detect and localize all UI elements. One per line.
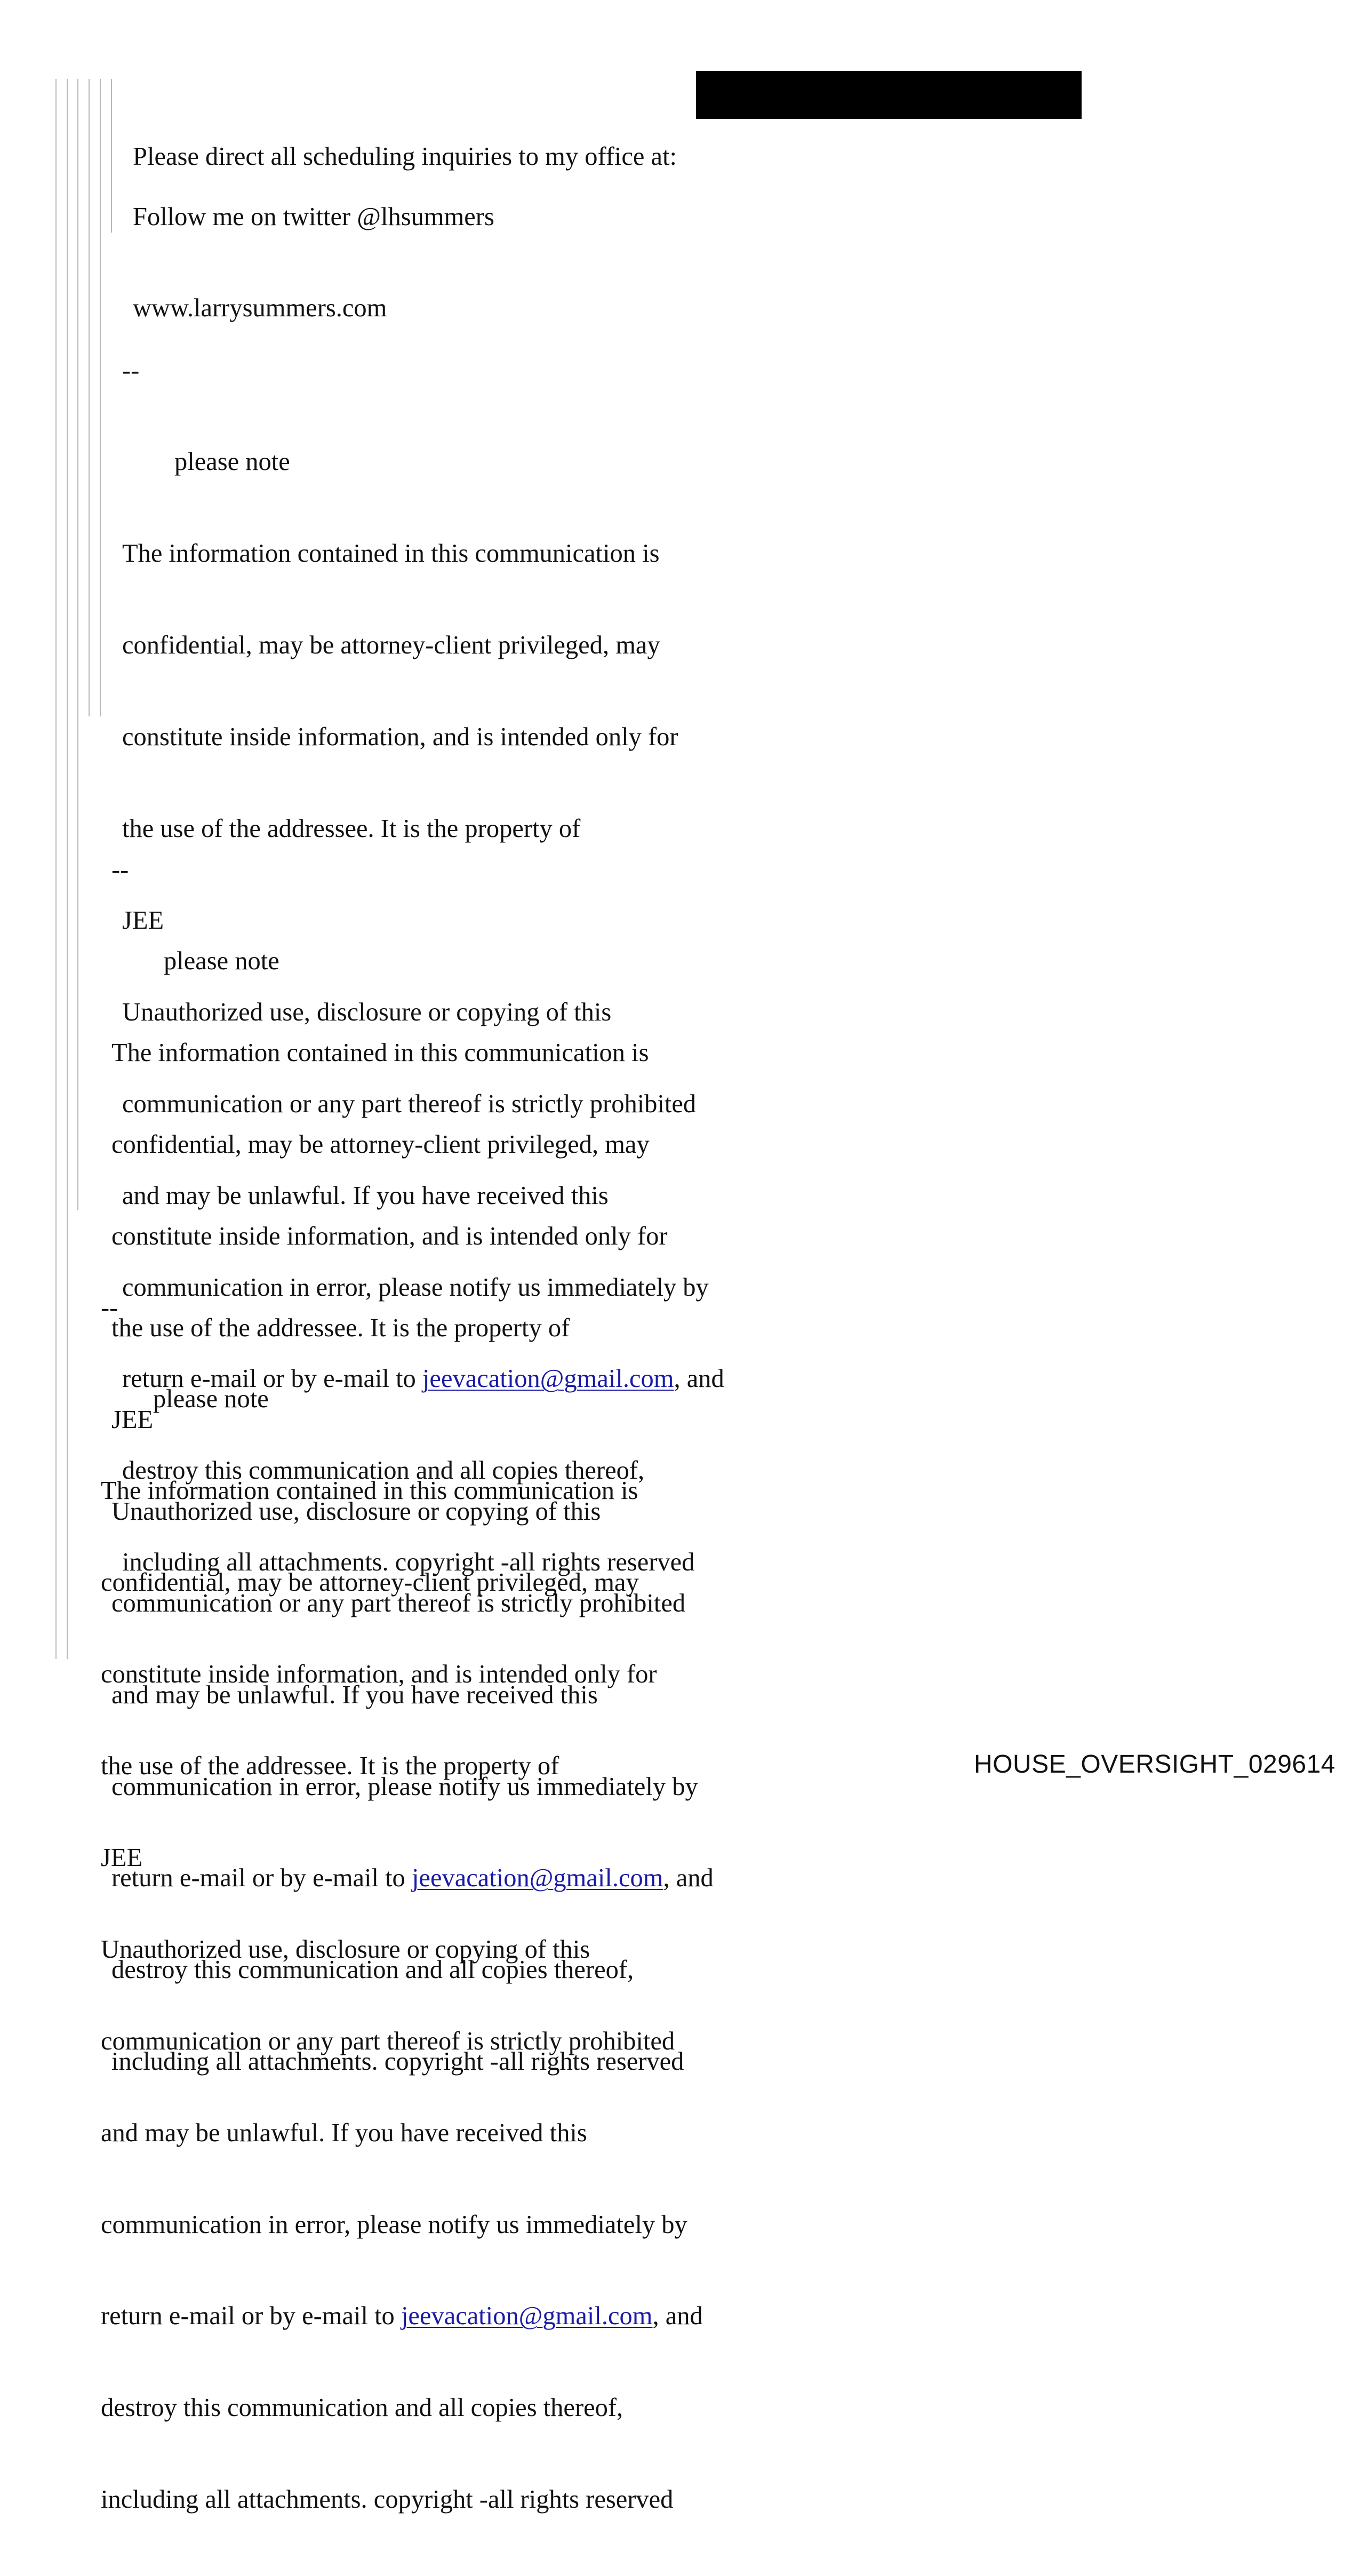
- disclaimer-line: communication in error, please notify us immediately by: [122, 1273, 709, 1302]
- disclaimer-line: The information contained in this communication is: [122, 539, 660, 568]
- disclaimer-line: communication or any part thereof is strictly prohibited: [111, 1589, 686, 1617]
- disclaimer-line: including all attachments. copyright -all rights reserved: [122, 1548, 695, 1577]
- separator: --: [101, 1293, 118, 1322]
- disclaimer-line: JEE: [122, 906, 164, 935]
- email-suffix: , and: [674, 1365, 724, 1393]
- disclaimer-line: destroy this communication and all copies thereof,: [101, 2394, 623, 2422]
- disclaimer-line: including all attachments. copyright -all rights reserved: [101, 2485, 674, 2514]
- disclaimer-line: confidential, may be attorney-client privileged, may: [122, 631, 660, 660]
- disclaimer-line: Unauthorized use, disclosure or copying of this: [111, 1497, 601, 1526]
- disclaimer-line: including all attachments. copyright -all rights reserved: [111, 2047, 684, 2076]
- disclaimer-line: The information contained in this communication is: [111, 1039, 649, 1067]
- scheduling-line: Please direct all scheduling inquiries to my office at:: [133, 142, 677, 171]
- disclaimer-line: the use of the addressee. It is the property of: [101, 1752, 559, 1781]
- disclaimer-block: [101, 1231, 703, 2576]
- disclaimer-line: the use of the addressee. It is the property of: [122, 815, 581, 843]
- disclaimer-line: confidential, may be attorney-client privileged, may: [101, 1568, 639, 1597]
- disclaimer-line: communication in error, please notify us immediately by: [111, 1772, 698, 1801]
- email-suffix: , and: [652, 2302, 703, 2331]
- disclaimer-line: constitute inside information, and is intended only for: [122, 723, 678, 752]
- disclaimer-line: and may be unlawful. If you have received this: [101, 2118, 587, 2147]
- disclaimer-line: and may be unlawful. If you have received this: [111, 1680, 598, 1709]
- disclaimer-line: the use of the addressee. It is the property of: [111, 1314, 570, 1343]
- disclaimer-line: Unauthorized use, disclosure or copying of this: [122, 998, 612, 1026]
- email-prefix: return e-mail or by e-mail to: [101, 2302, 401, 2331]
- disclaimer-heading: please note: [164, 947, 279, 976]
- separator: --: [111, 855, 129, 884]
- email-link[interactable]: jeevacation@gmail.com: [401, 2302, 653, 2331]
- bates-stamp: HOUSE_OVERSIGHT_029614: [974, 1750, 1335, 1779]
- separator: --: [122, 356, 140, 385]
- disclaimer-line: destroy this communication and all copies thereof,: [122, 1456, 645, 1485]
- redaction-box: [696, 71, 1082, 119]
- disclaimer-line: The information contained in this communication is: [101, 1477, 638, 1505]
- disclaimer-heading: please note: [153, 1385, 269, 1414]
- email-prefix: return e-mail or by e-mail to: [111, 1864, 412, 1893]
- website-line: www.larrysummers.com: [133, 294, 387, 323]
- quote-bar: [67, 79, 68, 1659]
- disclaimer-line: communication in error, please notify us immediately by: [101, 2210, 687, 2239]
- email-link[interactable]: jeevacation@gmail.com: [411, 1864, 663, 1893]
- quote-bar: [77, 79, 78, 1210]
- disclaimer-email-line: [101, 2301, 703, 2331]
- disclaimer-line: destroy this communication and all copies thereof,: [111, 1956, 634, 1984]
- disclaimer-heading: please note: [174, 448, 290, 476]
- quote-bar: [55, 79, 57, 1659]
- disclaimer-line: constitute inside information, and is intended only for: [101, 1660, 657, 1689]
- email-prefix: return e-mail or by e-mail to: [122, 1365, 422, 1393]
- disclaimer-line: communication or any part thereof is strictly prohibited: [101, 2027, 675, 2055]
- disclaimer-line: and may be unlawful. If you have received this: [122, 1181, 609, 1210]
- disclaimer-line: confidential, may be attorney-client privileged, may: [111, 1130, 650, 1159]
- disclaimer-line: communication or any part thereof is strictly prohibited: [122, 1089, 697, 1118]
- disclaimer-line: constitute inside information, and is intended only for: [111, 1222, 668, 1251]
- quote-bar: [111, 79, 112, 233]
- disclaimer-line: Unauthorized use, disclosure or copying of this: [101, 1935, 590, 1964]
- email-link[interactable]: jeevacation@gmail.com: [422, 1365, 674, 1393]
- email-suffix: , and: [663, 1864, 714, 1893]
- quote-bar: [89, 79, 90, 716]
- twitter-line: Follow me on twitter @lhsummers: [133, 202, 494, 231]
- disclaimer-line: JEE: [111, 1405, 154, 1434]
- quote-bar: [100, 79, 101, 716]
- disclaimer-line: JEE: [101, 1843, 143, 1872]
